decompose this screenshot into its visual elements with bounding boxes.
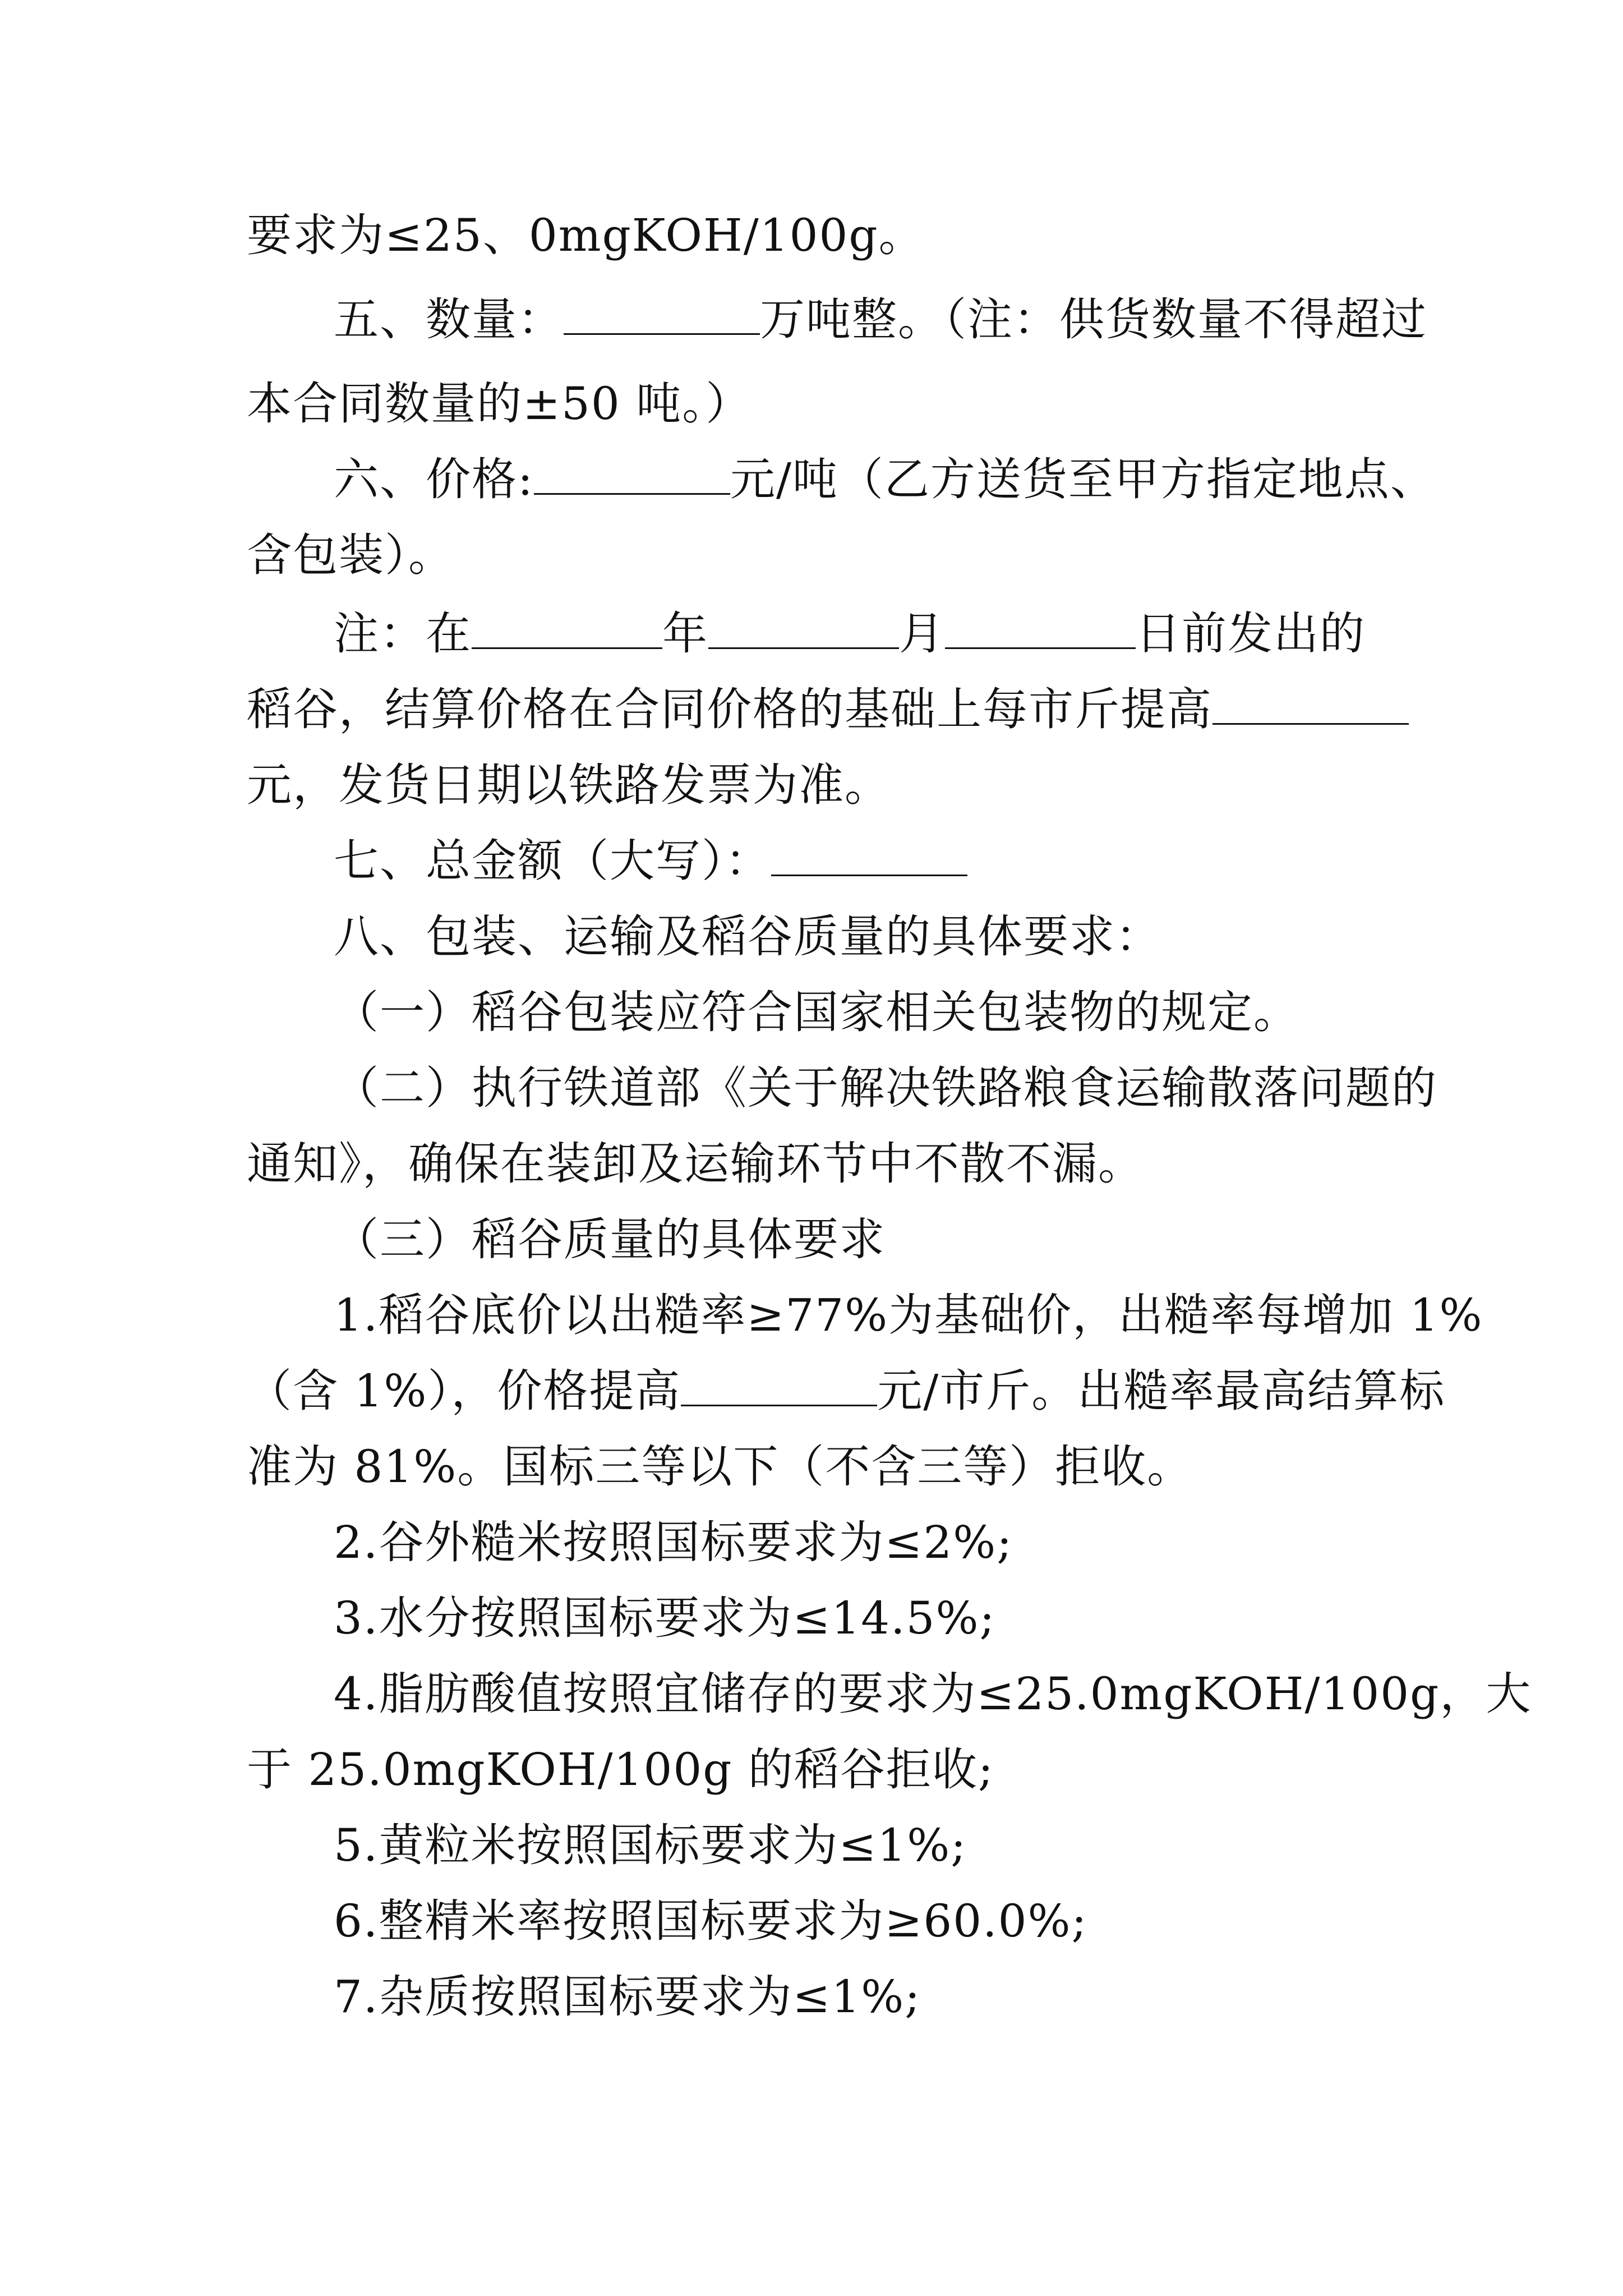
line-text: 5.黄粒米按照国标要求为≤1%; [334,1819,967,1871]
blank-field [534,454,730,495]
line-text: 八、包装、运输及稻谷质量的具体要求： [334,910,1161,963]
text-line-2 [334,292,1427,348]
line-text: 七、总金额（大写）： [334,835,771,887]
text-line-16 [247,1363,1445,1419]
line-text: （一）稻谷包装应符合国家相关包装物的规定。 [334,986,1299,1038]
line-text: 于 25.0mgKOH/100g 的稻谷拒收; [247,1743,994,1796]
text-line-10 [334,909,1161,965]
text-line-1 [247,208,925,264]
line-text: 6.整精米率按照国标要求为≥60.0%; [334,1895,1088,1947]
line-text: 年 [662,608,708,660]
text-line-5 [247,527,454,583]
line-text: 4.脂肪酸值按照宜储存的要求为≤25.0mgKOH/100g，大 [334,1668,1532,1720]
line-text: （含 1%），价格提高 [247,1365,681,1417]
blank-field [1212,684,1409,725]
blank-field [472,608,662,649]
text-line-14 [334,1212,886,1268]
line-text: 六、价格: [334,453,534,505]
line-text: 1.稻谷底价以出糙率≥77%为基础价，出糙率每增加 1% [334,1289,1483,1341]
line-text: 日前发出的 [1136,608,1366,660]
line-text: 准为 81%。国标三等以下（不含三等）拒收。 [247,1441,1193,1493]
text-line-20 [334,1666,1532,1722]
line-text: 注：在 [334,608,472,660]
line-text: 稻谷，结算价格在合同价格的基础上每市斤提高 [247,683,1212,735]
text-line-18 [334,1515,1013,1571]
text-line-23 [334,1893,1087,1949]
line-text: 3.水分按照国标要求为≤14.5%; [334,1592,996,1644]
line-text: 元，发货日期以铁路发票为准。 [247,759,891,811]
text-line-13 [247,1136,1144,1192]
blank-field [708,608,899,649]
line-text: 万吨整。（注：供货数量不得超过 [760,293,1427,346]
line-text: 7.杂质按照国标要求为≤1%; [334,1971,921,2023]
text-line-15 [334,1287,1483,1343]
text-line-3 [247,376,751,432]
text-line-12 [334,1060,1437,1116]
text-line-4 [334,452,1436,508]
text-line-8 [247,757,891,813]
text-line-6 [334,606,1366,662]
line-text: 月 [899,608,945,660]
line-text: 元/市斤。出糙率最高结算标 [877,1365,1446,1417]
text-line-11 [334,984,1299,1041]
text-line-21 [247,1742,994,1798]
line-text: 本合同数量的±50 吨。） [247,378,752,430]
text-line-24 [334,1969,921,2025]
blank-field [564,294,760,335]
line-text: 含包装）。 [247,529,454,581]
blank-field [945,608,1136,649]
line-text: 元/吨（乙方送货至甲方指定地点、 [730,453,1436,505]
line-text: （三）稻谷质量的具体要求 [334,1213,886,1266]
text-line-22 [334,1818,967,1874]
text-line-7 [247,682,1409,738]
text-line-17 [247,1439,1193,1495]
line-text: 五、数量： [334,293,564,346]
line-text: 2.谷外糙米按照国标要求为≤2%; [334,1516,1013,1568]
blank-field [681,1365,877,1406]
blank-field [771,835,967,876]
line-text: 要求为≤25、0mgKOH/100g。 [247,209,925,261]
line-text: （二）执行铁道部《关于解决铁路粮食运输散落问题的 [334,1062,1437,1114]
text-line-19 [334,1590,995,1646]
text-line-9 [334,833,967,889]
line-text: 通知》，确保在装卸及运输环节中不散不漏。 [247,1138,1144,1190]
